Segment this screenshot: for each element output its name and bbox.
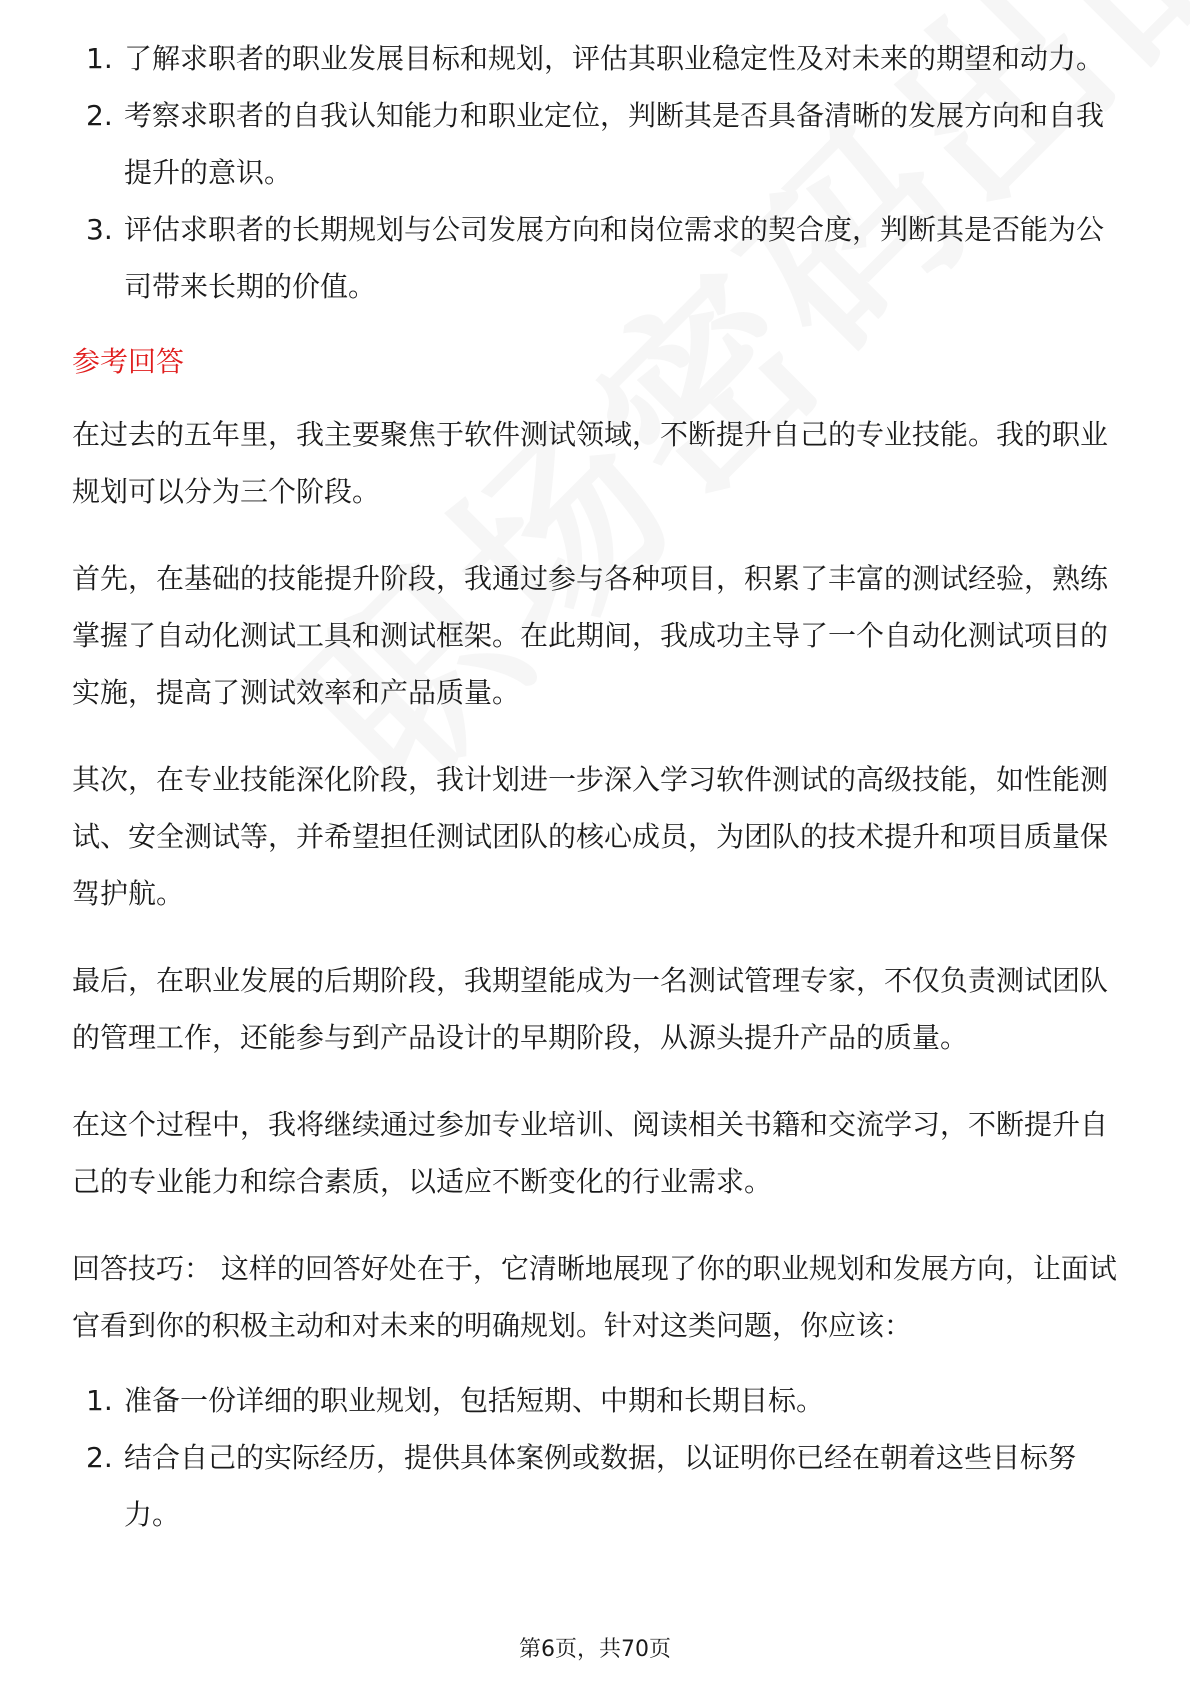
list-number: 1. — [86, 42, 113, 75]
list-item — [72, 87, 1120, 201]
list-item-text: 准备一份详细的职业规划，包括短期、中期和长期目标。 — [124, 1384, 825, 1417]
list-number: 1. — [86, 1384, 113, 1417]
paragraph: 其次，在专业技能深化阶段，我计划进一步深入学习软件测试的高级技能，如性能测试、安全测试等，并希望担任测试团队的核心成员，为团队的技术提升和项目质量保驾护航。 — [72, 763, 1109, 910]
answer-heading: 参考回答 — [72, 345, 185, 378]
list-number: 3. — [86, 213, 113, 246]
list-number: 2. — [86, 99, 113, 132]
list-number: 2. — [86, 1441, 113, 1474]
paragraph: 在这个过程中，我将继续通过参加专业培训、阅读相关书籍和交流学习，不断提升自己的专业能力和综合素质，以适应不断变化的行业需求。 — [72, 1108, 1109, 1198]
paragraph: 首先，在基础的技能提升阶段，我通过参与各种项目，积累了丰富的测试经验，熟练掌握了自动化测试工具和测试框架。在此期间，我成功主导了一个自动化测试项目的实施，提高了测试效率和产品质量。 — [72, 562, 1109, 709]
list-item — [72, 1429, 1120, 1543]
page-content — [72, 30, 1120, 1543]
list-item-text: 考察求职者的自我认知能力和职业定位，判断其是否具备清晰的发展方向和自我提升的意识。 — [124, 99, 1105, 189]
list-item — [72, 30, 1120, 87]
paragraph: 在过去的五年里，我主要聚焦于软件测试领域，不断提升自己的专业技能。我的职业规划可以分为三个阶段。 — [72, 418, 1109, 508]
criteria-list — [72, 30, 1120, 315]
tips-paragraph: 回答技巧： 这样的回答好处在于，它清晰地展现了你的职业规划和发展方向，让面试官看到你的积极主动和对未来的明确规划。针对这类问题，你应该： — [72, 1252, 1117, 1342]
paragraph: 最后，在职业发展的后期阶段，我期望能成为一名测试管理专家，不仅负责测试团队的管理工作，还能参与到产品设计的早期阶段，从源头提升产品的质量。 — [72, 964, 1109, 1054]
page-number: 第6页，共70页 — [519, 1637, 671, 1662]
list-item-text: 结合自己的实际经历，提供具体案例或数据，以证明你已经在朝着这些目标努力。 — [124, 1441, 1077, 1531]
list-item-text: 评估求职者的长期规划与公司发展方向和岗位需求的契合度，判断其是否能为公司带来长期的价值。 — [124, 213, 1105, 303]
list-item-text: 了解求职者的职业发展目标和规划，评估其职业稳定性及对未来的期望和动力。 — [124, 42, 1105, 75]
tips-list — [72, 1372, 1120, 1543]
list-item — [72, 201, 1120, 315]
list-item — [72, 1372, 1120, 1429]
